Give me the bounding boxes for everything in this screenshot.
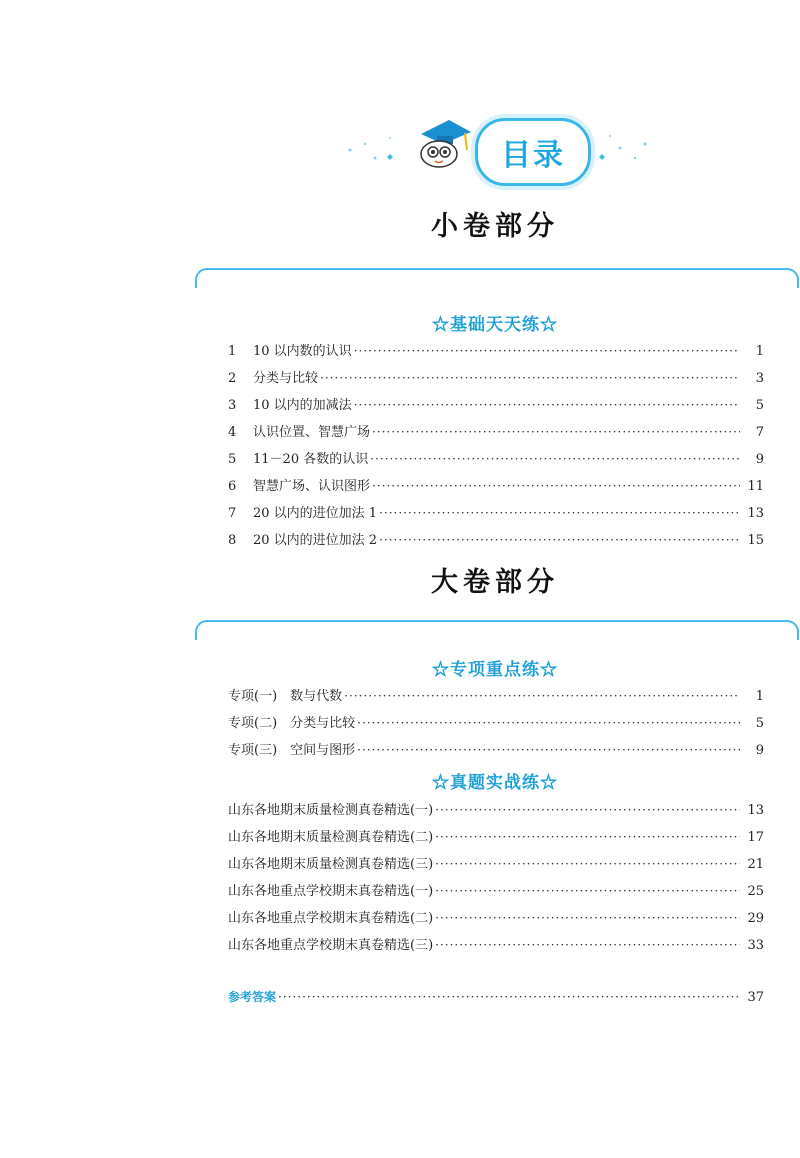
toc-item[interactable] <box>228 712 764 732</box>
large-volume-heading: 大卷部分 <box>431 567 559 598</box>
toc-item-label: 山东各地重点学校期末真卷精选(一) <box>228 884 434 899</box>
toc-item-label: 分类与比较 <box>253 371 319 386</box>
toc-item-number: 8 <box>228 533 237 548</box>
basic-practice-heading: ☆基础天天练☆ <box>432 315 558 335</box>
graduate-mascot-icon <box>413 112 473 174</box>
toc-item[interactable] <box>228 880 764 900</box>
toc-item-number: 3 <box>228 398 237 413</box>
toc-item-page: 1 <box>755 344 764 359</box>
answers-item[interactable] <box>228 988 764 1008</box>
toc-item-page: 5 <box>755 716 764 731</box>
leader-dots <box>370 452 740 466</box>
toc-item[interactable] <box>228 340 764 360</box>
answers-label: 参考答案 <box>228 990 277 1004</box>
toc-item[interactable] <box>228 934 764 954</box>
toc-item-label: 山东各地重点学校期末真卷精选(二) <box>228 911 434 926</box>
leader-dots <box>344 689 740 703</box>
toc-item[interactable] <box>228 853 764 873</box>
toc-item[interactable] <box>228 739 764 759</box>
leader-dots <box>357 716 740 730</box>
leader-dots <box>435 911 740 925</box>
toc-item[interactable] <box>228 826 764 846</box>
toc-item-page: 25 <box>747 884 764 899</box>
title-cloud <box>475 118 591 186</box>
toc-item[interactable] <box>228 475 764 495</box>
toc-item-page: 5 <box>755 398 764 413</box>
toc-item-label: 山东各地期末质量检测真卷精选(三) <box>228 857 434 872</box>
special-practice-heading: ☆专项重点练☆ <box>432 660 558 680</box>
toc-item[interactable] <box>228 421 764 441</box>
toc-item-label: 20 以内的进位加法 2 <box>253 533 378 548</box>
large-volume-panel <box>195 620 799 640</box>
answers-page: 37 <box>747 990 764 1005</box>
toc-item-label: 专项(三) 空间与图形 <box>228 743 356 758</box>
toc-item[interactable] <box>228 367 764 387</box>
toc-item-label: 专项(二) 分类与比较 <box>228 716 356 731</box>
toc-item-label: 11－20 各数的认识 <box>253 452 369 467</box>
toc-item-page: 7 <box>755 425 764 440</box>
toc-item-label: 山东各地期末质量检测真卷精选(二) <box>228 830 434 845</box>
toc-item-page: 13 <box>747 803 764 818</box>
toc-item[interactable] <box>228 685 764 705</box>
toc-item-label: 山东各地期末质量检测真卷精选(一) <box>228 803 434 818</box>
leader-dots <box>354 398 740 412</box>
leader-dots <box>435 803 740 817</box>
toc-item-label: 山东各地重点学校期末真卷精选(三) <box>228 938 434 953</box>
toc-item-number: 7 <box>228 506 237 521</box>
toc-item-label: 智慧广场、认识图形 <box>253 479 371 494</box>
toc-item-label: 10 以内数的认识 <box>253 344 352 359</box>
toc-item-number: 1 <box>228 344 237 359</box>
toc-item-page: 29 <box>747 911 764 926</box>
toc-item[interactable] <box>228 448 764 468</box>
leader-dots <box>379 506 740 520</box>
toc-item-page: 9 <box>755 743 764 758</box>
page-title: 目录 <box>501 138 565 173</box>
leader-dots <box>354 344 740 358</box>
toc-item[interactable] <box>228 529 764 549</box>
toc-item-number: 5 <box>228 452 237 467</box>
leader-dots <box>435 884 740 898</box>
leader-dots <box>357 743 740 757</box>
real-exam-practice-heading: ☆真题实战练☆ <box>432 773 558 793</box>
toc-item[interactable] <box>228 394 764 414</box>
toc-item[interactable] <box>228 907 764 927</box>
toc-item-page: 3 <box>755 371 764 386</box>
toc-item-page: 11 <box>747 479 764 494</box>
leader-dots <box>435 830 740 844</box>
toc-item-number: 4 <box>228 425 237 440</box>
leader-dots <box>278 990 740 1004</box>
toc-item-label: 20 以内的进位加法 1 <box>253 506 378 521</box>
toc-item-page: 21 <box>747 857 764 872</box>
toc-item-page: 9 <box>755 452 764 467</box>
toc-item-page: 33 <box>747 938 764 953</box>
toc-item-page: 1 <box>755 689 764 704</box>
toc-item-page: 15 <box>747 533 764 548</box>
toc-item-page: 17 <box>747 830 764 845</box>
leader-dots <box>435 857 740 871</box>
leader-dots <box>379 533 740 547</box>
leader-dots <box>372 425 740 439</box>
toc-item[interactable] <box>228 799 764 819</box>
toc-item[interactable] <box>228 502 764 522</box>
small-volume-heading: 小卷部分 <box>431 211 559 242</box>
toc-item-label: 10 以内的加减法 <box>253 398 352 413</box>
leader-dots <box>320 371 740 385</box>
leader-dots <box>372 479 740 493</box>
toc-item-number: 2 <box>228 371 237 386</box>
toc-item-label: 专项(一) 数与代数 <box>228 689 343 704</box>
leader-dots <box>435 938 740 952</box>
small-volume-panel <box>195 268 799 288</box>
toc-item-page: 13 <box>747 506 764 521</box>
toc-item-number: 6 <box>228 479 237 494</box>
toc-item-label: 认识位置、智慧广场 <box>253 425 371 440</box>
